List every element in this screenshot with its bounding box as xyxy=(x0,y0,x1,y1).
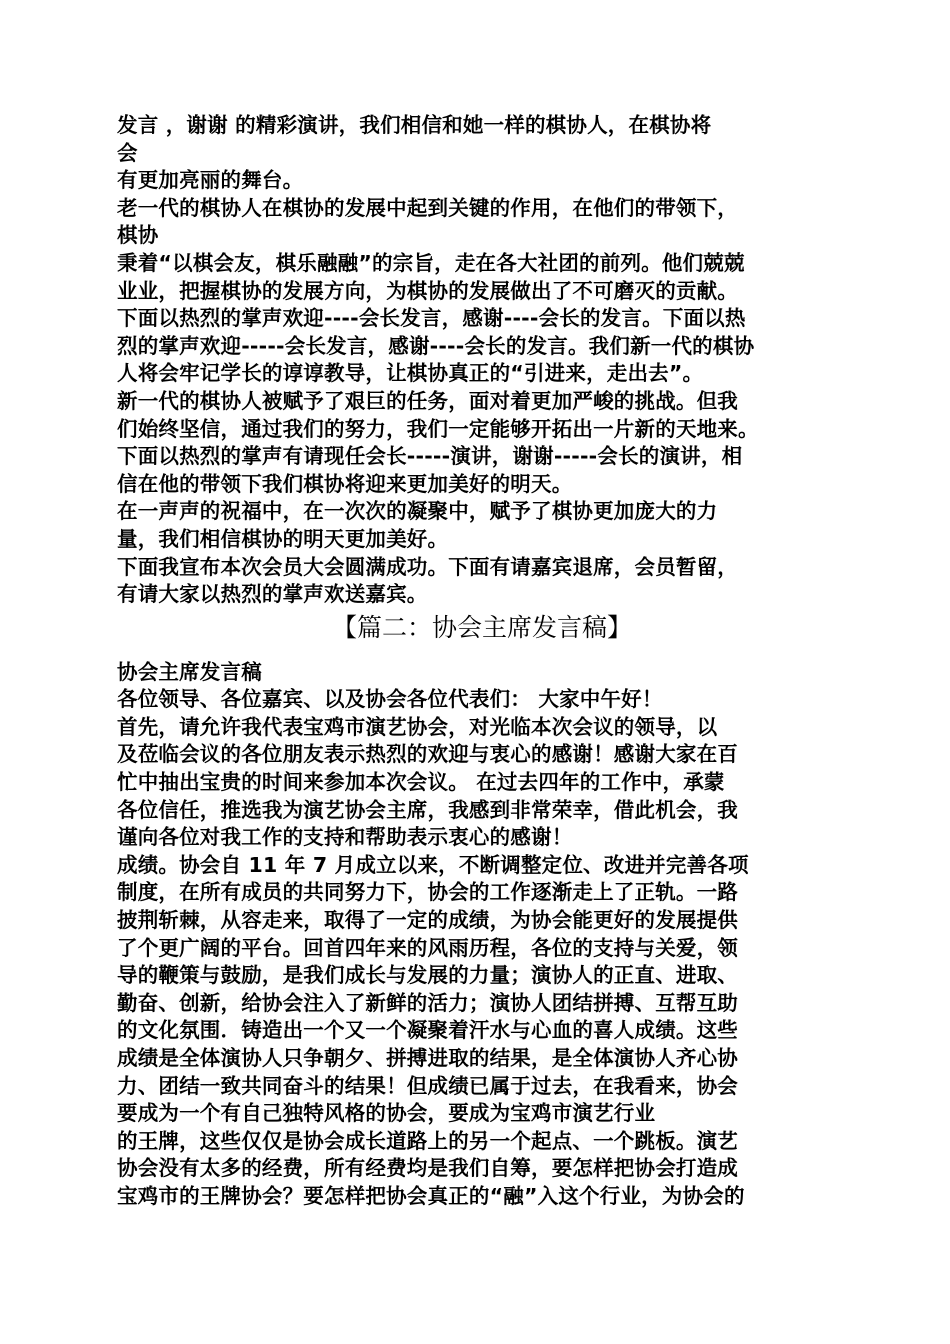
text-line: 有请大家以热烈的掌声欢送嘉宾。 xyxy=(117,582,428,607)
text-line: 下面我宣布本次会员大会圆满成功。下面有请嘉宾退席，会员暂留， xyxy=(117,554,738,579)
text-line: 会 xyxy=(117,140,138,165)
text-line: 新一代的棋协人被赋予了艰巨的任务，面对着更加严峻的挑战。但我 xyxy=(117,388,738,413)
text-line: 首先，请允许我代表宝鸡市演艺协会，对光临本次会议的领导，以 xyxy=(117,714,718,739)
text-line: 协会没有太多的经费，所有经费均是我们自筹，要怎样把协会打造成 xyxy=(117,1156,738,1181)
text-line: 在一声声的祝福中，在一次次的凝聚中，赋予了棋协更加庞大的力 xyxy=(117,499,718,524)
text-line: 有更加亮丽的舞台。 xyxy=(117,168,304,193)
text-line: 秉着“以棋会友，棋乐融融”的宗旨，走在各大社团的前列。他们兢兢 xyxy=(117,250,745,275)
document-page xyxy=(117,112,847,1211)
text-line: 披荆斩棘，从容走来，取得了一定的成绩，为协会能更好的发展提供 xyxy=(117,908,738,933)
text-line: 量，我们相信棋协的明天更加美好。 xyxy=(117,526,449,551)
text-line: 要成为一个有自己独特风格的协会，要成为宝鸡市演艺行业 xyxy=(117,1101,656,1126)
text-line: 及莅临会议的各位朋友表示热烈的欢迎与衷心的感谢！感谢大家在百 xyxy=(117,742,738,767)
text-line: 勤奋、创新，给协会注入了新鲜的活力；演协人团结拼搏、互帮互助 xyxy=(117,990,738,1015)
text-line: 成绩是全体演协人只争朝夕、拼搏进取的结果，是全体演协人齐心协 xyxy=(117,1046,738,1070)
text-line: 力、团结一致共同奋斗的结果！但成绩已属于过去，在我看来，协会 xyxy=(117,1073,738,1098)
text-line: 宝鸡市的王牌协会？要怎样把协会真正的“融”入这个行业，为协会的 xyxy=(117,1183,745,1208)
text-line: 的文化氛围．铸造出一个又一个凝聚着汗水与心血的喜人成绩。这些 xyxy=(117,1018,738,1043)
text-line: 了个更广阔的平台。回首四年来的风雨历程，各位的支持与关爱，领 xyxy=(117,935,738,960)
section-heading: 【篇二：协会主席发言稿】 xyxy=(331,612,632,642)
text-line: 谨向各位对我工作的支持和帮助表示衷心的感谢！ xyxy=(117,825,573,850)
text-line: 棋协 xyxy=(117,223,159,248)
text-line: 发言 ，谢谢 的精彩演讲，我们相信和她一样的棋协人，在棋协将 xyxy=(117,113,712,137)
text-line: 人将会牢记学长的谆谆教导，让棋协真正的“引进来，走出去”。 xyxy=(117,361,704,386)
paragraph-block-1 xyxy=(117,112,847,609)
text-line: 制度，在所有成员的共同努力下，协会的工作逐渐走上了正轨。一路 xyxy=(117,880,738,905)
text-line: 导的鞭策与鼓励，是我们成长与发展的力量；演协人的正直、进取、 xyxy=(117,963,738,988)
text-line: 业业，把握棋协的发展方向，为棋协的发展做出了不可磨灭的贡献。 xyxy=(117,278,738,303)
text-line: 信在他的带领下我们棋协将迎来更加美好的明天。 xyxy=(117,471,573,496)
text-line: 各位领导、各位嘉宾、以及协会各位代表们： 大家中午好！ xyxy=(117,687,663,712)
paragraph-block-2 xyxy=(117,659,847,1211)
text-line: 烈的掌声欢迎-----会长发言，感谢----会长的发言。我们新一代的棋协 xyxy=(117,333,755,358)
text-line: 们始终坚信，通过我们的努力，我们一定能够开拓出一片新的天地来。 xyxy=(117,416,759,441)
text-line: 的王牌，这些仅仅是协会成长道路上的另一个起点、一个跳板。演艺 xyxy=(117,1128,738,1153)
text-line: 各位信任，推选我为演艺协会主席，我感到非常荣幸，借此机会，我 xyxy=(117,797,738,822)
text-line: 协会主席发言稿 xyxy=(117,659,262,684)
text-line: 下面以热烈的掌声有请现任会长-----演讲，谢谢-----会长的演讲，相 xyxy=(117,444,743,469)
text-line: 忙中抽出宝贵的时间来参加本次会议。 在过去四年的工作中，承蒙 xyxy=(117,770,725,795)
text-line: 下面以热烈的掌声欢迎----会长发言，感谢----会长的发言。下面以热 xyxy=(117,306,746,331)
text-line: 成绩。协会自 11 年 7 月成立以来，不断调整定位、改进并完善各项 xyxy=(117,852,749,877)
text-line: 老一代的棋协人在棋协的发展中起到关键的作用，在他们的带领下， xyxy=(117,195,738,220)
